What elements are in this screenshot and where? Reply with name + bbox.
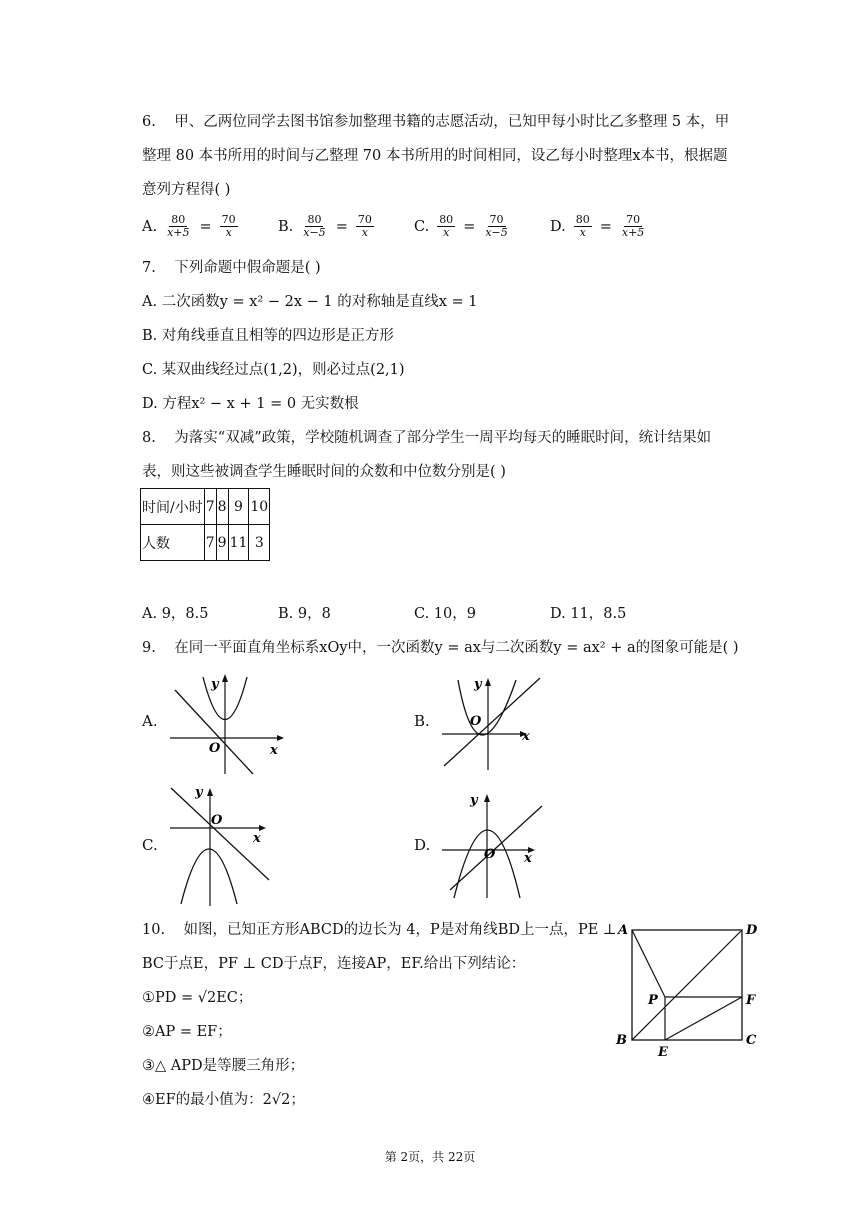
q7-option-c[interactable]: C. 某双曲线经过点(1,2)，则必过点(2,1) xyxy=(142,362,405,378)
origin-label: O xyxy=(209,741,221,756)
axis-label-x: x xyxy=(253,831,261,846)
q8-option-b[interactable]: B. 9，8 xyxy=(278,606,331,622)
table-cell: 9 xyxy=(216,525,228,561)
graph-d xyxy=(440,790,550,902)
q10-text-2: BC于点E，PF ⊥ CD于点F，连接AP，EF.给出下列结论： xyxy=(142,956,526,972)
axis-label-x: x xyxy=(270,743,278,758)
origin-label: O xyxy=(470,714,482,729)
point-label-b: B xyxy=(616,1033,627,1048)
square-figure xyxy=(610,920,770,1060)
q9-option-c[interactable]: C. xyxy=(142,836,158,854)
point-label-a: A xyxy=(618,923,629,938)
q9-option-a[interactable]: A. xyxy=(142,712,158,730)
point-label-e: E xyxy=(658,1045,668,1060)
fraction: $\frac{80}{x}$ xyxy=(575,213,590,239)
axis-label-y: y xyxy=(474,677,482,692)
q9-option-b[interactable]: B. xyxy=(414,712,430,730)
q8-text-1: 为落实“双减”政策，学校随机调查了部分学生一周平均每天的睡眠时间，统计结果如 xyxy=(174,430,712,446)
q8-option-d[interactable]: D. 11，8.5 xyxy=(550,606,627,622)
graph-c xyxy=(165,784,275,909)
fraction: $\frac{80}{x-5}$ xyxy=(303,213,326,239)
table-cell: 7 xyxy=(204,489,216,525)
q7-number: 7. xyxy=(142,260,156,276)
table-cell: 11 xyxy=(228,525,249,561)
table-cell: 10 xyxy=(249,489,270,525)
q9-number: 9. xyxy=(142,640,156,656)
origin-label: O xyxy=(211,813,223,828)
q6-number: 6. xyxy=(142,114,156,130)
q6-option-b[interactable]: B. $\frac{80}{x-5}$ = $\frac{70}{x}$ xyxy=(278,213,372,239)
q6-options xyxy=(142,214,742,244)
axis-label-y: y xyxy=(470,793,478,808)
table-cell: 人数 xyxy=(141,525,205,561)
page-footer: 第 2页，共 22页 xyxy=(384,1150,476,1164)
q10-conclusion-4: ④EF的最小值为：2√2； xyxy=(142,1092,305,1108)
q9-stem-line xyxy=(142,638,739,658)
table-row xyxy=(141,525,270,561)
graph-b xyxy=(440,672,550,772)
q10-number: 10. xyxy=(142,922,166,938)
q7-stem-line xyxy=(142,258,321,278)
q8-text-2: 表，则这些被调查学生睡眠时间的众数和中位数分别是( ) xyxy=(142,464,506,480)
q6-option-c[interactable]: C. $\frac{80}{x}$ = $\frac{70}{x-5}$ xyxy=(414,213,508,239)
q7-option-d[interactable]: D. 方程x² − x + 1 = 0 无实数根 xyxy=(142,396,359,412)
q6-text-2: 整理 80 本书所用的时间与乙整理 70 本书所用的时间相同，设乙每小时整理x本书，根据题 xyxy=(142,148,728,164)
fraction: $\frac{70}{x+5}$ xyxy=(621,213,645,239)
q6-option-d[interactable]: D. $\frac{80}{x}$ = $\frac{70}{x+5}$ xyxy=(550,213,645,239)
point-label-p: P xyxy=(648,993,658,1008)
q8-number: 8. xyxy=(142,430,156,446)
q10-line1 xyxy=(142,920,617,940)
q8-line1 xyxy=(142,428,711,448)
fraction: $\frac{70}{x-5}$ xyxy=(485,213,508,239)
table-cell: 7 xyxy=(204,525,216,561)
sleep-table xyxy=(140,488,270,561)
table-cell: 8 xyxy=(216,489,228,525)
table-cell: 9 xyxy=(228,489,249,525)
q6-text-1: 甲、乙两位同学去图书馆参加整理书籍的志愿活动，已知甲每小时比乙多整理 5 本，甲 xyxy=(174,114,730,130)
q8-option-c[interactable]: C. 10，9 xyxy=(414,606,476,622)
fraction: $\frac{70}{x}$ xyxy=(357,213,372,239)
point-label-f: F xyxy=(746,993,756,1008)
q7-option-a[interactable]: A. 二次函数y = x² − 2x − 1 的对称轴是直线x = 1 xyxy=(142,294,478,310)
q6-text-3: 意列方程得( ) xyxy=(142,182,231,198)
q8-option-a[interactable]: A. 9，8.5 xyxy=(142,606,209,622)
point-label-d: D xyxy=(746,923,758,938)
axis-label-x: x xyxy=(524,851,532,866)
q6-line1 xyxy=(142,112,729,132)
origin-label: O xyxy=(484,847,496,862)
fraction: $\frac{70}{x}$ xyxy=(221,213,236,239)
point-label-c: C xyxy=(746,1033,757,1048)
axis-label-y: y xyxy=(195,785,203,800)
q7-option-b[interactable]: B. 对角线垂直且相等的四边形是正方形 xyxy=(142,328,394,344)
table-cell: 时间/小时 xyxy=(141,489,205,525)
q10-conclusion-1: ①PD = √2EC； xyxy=(142,990,253,1006)
fraction: $\frac{80}{x}$ xyxy=(439,213,454,239)
q10-text-1: 如图，已知正方形ABCD的边长为 4，P是对角线BD上一点，PE ⊥ xyxy=(183,922,617,938)
q10-conclusion-2: ②AP = EF； xyxy=(142,1024,232,1040)
fraction: $\frac{80}{x+5}$ xyxy=(167,213,190,239)
q6-option-a[interactable]: A. $\frac{80}{x+5}$ = $\frac{70}{x}$ xyxy=(142,213,236,239)
graph-a xyxy=(165,672,285,777)
table-cell: 3 xyxy=(249,525,270,561)
q9-option-d[interactable]: D. xyxy=(414,836,431,854)
axis-label-x: x xyxy=(522,729,530,744)
table-row xyxy=(141,489,270,525)
axis-label-y: y xyxy=(211,677,219,692)
q9-stem: 在同一平面直角坐标系xOy中，一次函数y = ax与二次函数y = ax² + a的图象可能是( ) xyxy=(174,640,739,656)
q10-conclusion-3: ③△ APD是等腰三角形； xyxy=(142,1058,305,1074)
q7-stem: 下列命题中假命题是( ) xyxy=(174,260,321,276)
